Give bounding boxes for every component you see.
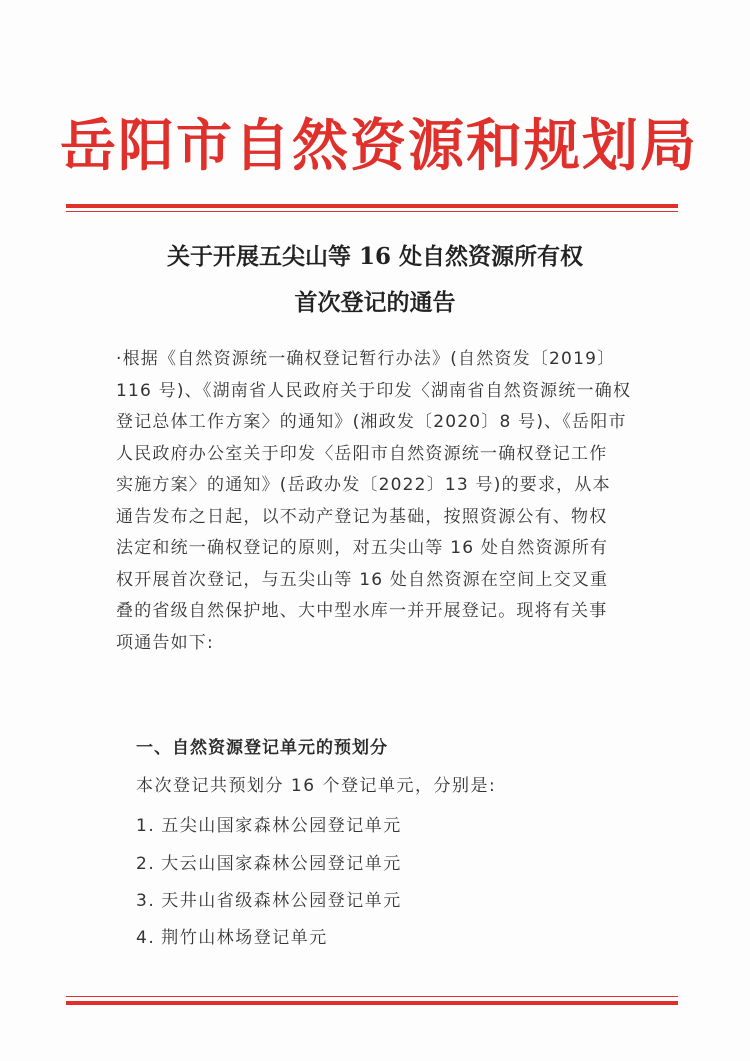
letterhead-divider-thin <box>66 211 678 212</box>
list-item-text: 荆竹山林场登记单元 <box>161 928 328 948</box>
document-title-line1: 关于开展五尖山等 16 处自然资源所有权 <box>166 243 584 270</box>
paragraph-line: 人民政府办公室关于印发〈岳阳市自然资源统一确权登记工作 <box>116 443 608 464</box>
section-heading: 一、自然资源登记单元的预划分 <box>136 738 388 758</box>
list-item-text: 五尖山国家森林公园登记单元 <box>161 816 402 836</box>
document-title-line2: 首次登记的通告 <box>294 289 456 316</box>
list-item-text: 大云山国家森林公园登记单元 <box>161 854 402 874</box>
section-intro: 本次登记共预划分 16 个登记单元，分别是: <box>136 776 497 796</box>
paragraph-line: 116 号)、《湖南省人民政府关于印发〈湖南省自然资源统一确权 <box>116 380 632 401</box>
list-item <box>136 849 402 874</box>
paragraph-line: 法定和统一确权登记的原则，对五尖山等 16 处自然资源所有 <box>116 538 609 558</box>
footer-divider-thick <box>66 1001 678 1005</box>
paragraph-line: 项通告如下: <box>116 632 214 653</box>
letterhead-divider-thick <box>66 204 678 208</box>
body-paragraph <box>116 344 656 659</box>
paragraph-line: 登记总体工作方案〉的通知》(湘政发〔2020〕8 号)、《岳阳市 <box>116 412 627 432</box>
list-item <box>136 923 328 948</box>
paragraph-line: 叠的省级自然保护地、大中型水库一并开展登记。现将有关事 <box>116 601 608 621</box>
list-item <box>136 886 402 911</box>
list-item-text: 天井山省级森林公园登记单元 <box>161 891 402 911</box>
paragraph-line: ·根据《自然资源统一确权登记暂行办法》(自然资发〔2019〕 <box>116 349 616 369</box>
list-item-number: 1. <box>136 816 156 836</box>
paragraph-line: 通告发布之日起，以不动产登记为基础，按照资源公有、物权 <box>116 506 608 527</box>
list-item <box>136 811 402 836</box>
list-item-number: 2. <box>136 854 156 874</box>
paragraph-line: 权开展首次登记，与五尖山等 16 处自然资源在空间上交叉重 <box>116 569 609 590</box>
footer-divider-thin <box>66 996 678 997</box>
paragraph-line: 实施方案〉的通知》(岳政办发〔2022〕13 号)的要求，从本 <box>116 475 611 495</box>
list-item-number: 3. <box>136 891 156 911</box>
letterhead-organization: 岳阳市自然资源和规划局 <box>60 113 698 179</box>
list-item-number: 4. <box>136 928 156 948</box>
